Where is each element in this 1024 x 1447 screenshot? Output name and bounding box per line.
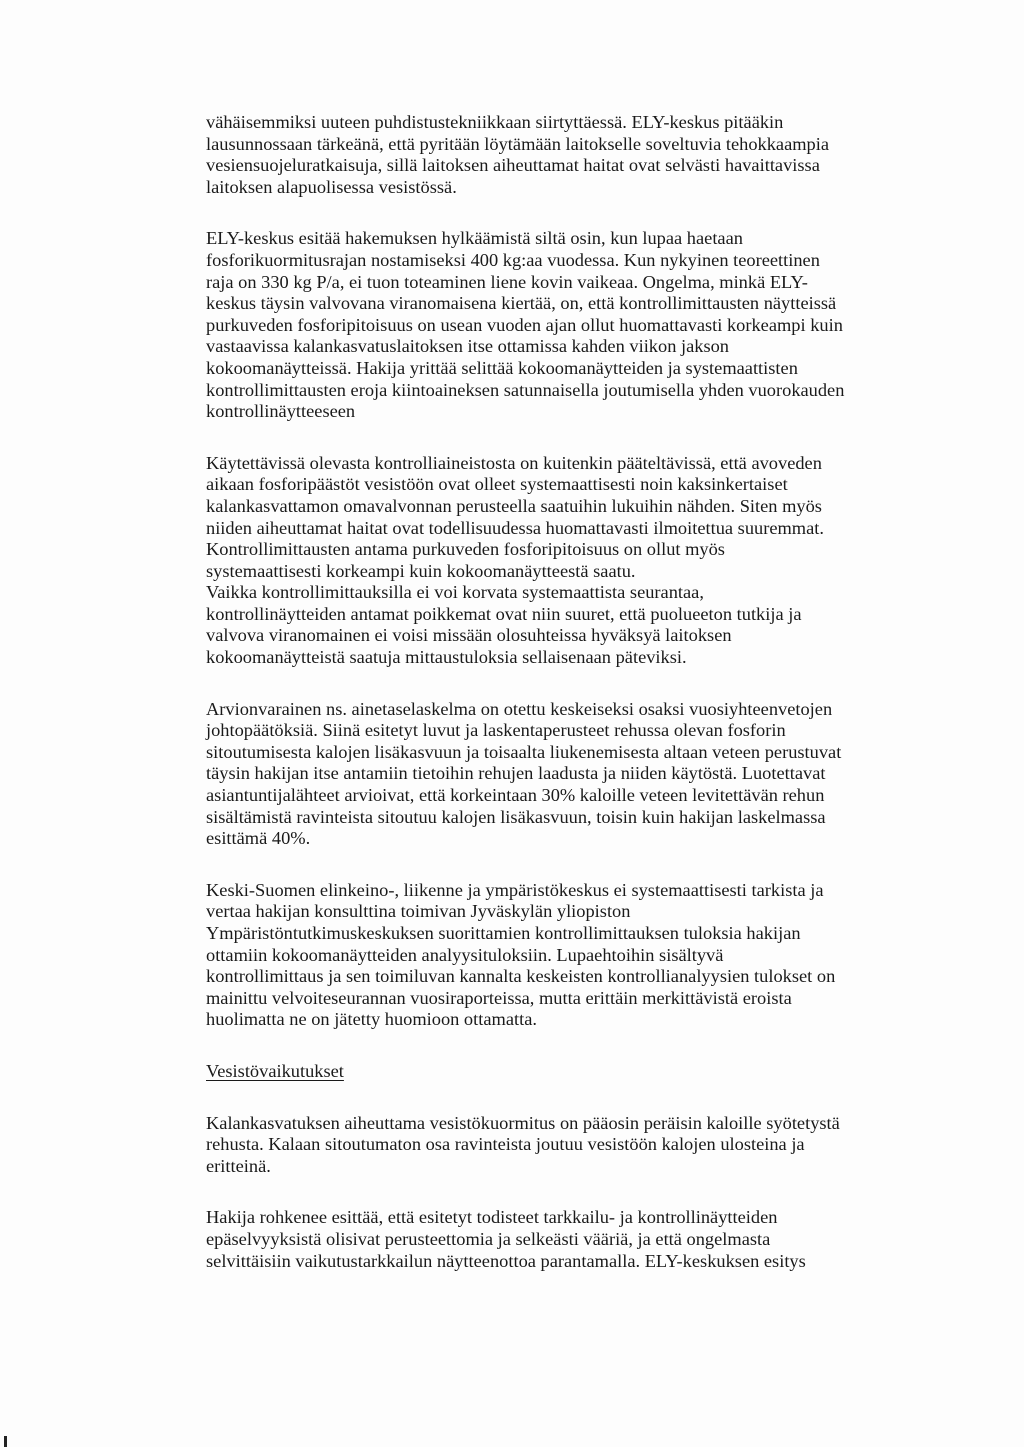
paragraph-7 [206, 1207, 926, 1272]
text-line: vesiensuojeluratkaisuja, sillä laitoksen aiheuttamat haitat ovat selvästi havaittavissa [206, 155, 820, 176]
document-body [206, 112, 926, 1302]
text-line: Kontrollimittausten antama purkuveden fosforipitoisuus on ollut myös [206, 539, 725, 560]
text-line: Hakija rohkenee esittää, että esitetyt todisteet tarkkailu- ja kontrollinäytteiden [206, 1207, 778, 1228]
text-line: kontrollimittaus ja sen toimiluvan kannalta keskeisten kontrollianalyysien tulokset on [206, 966, 836, 987]
text-line: johtopäätöksiä. Siinä esitetyt luvut ja laskentaperusteet rehussa olevan fosforin [206, 720, 786, 741]
text-line: Ympäristöntutkimuskeskuksen suorittamien kontrollimittauksen tuloksia hakijan [206, 923, 801, 943]
text-line: Vaikka kontrollimittauksilla ei voi korvata systemaattista seurantaa, [206, 582, 704, 603]
text-line: täysin hakijan itse antamiin tietoihin rehujen laadusta ja niiden käytöstä. Luotettavat [206, 763, 826, 784]
paragraph-1 [206, 112, 926, 198]
text-line: sisältämistä ravinteista sitoutuu kalojen lisäkasvuun, toisin kuin hakijan laskelmassa [206, 806, 826, 827]
text-line: selvittäisiin vaikutustarkkailun näytteenottoa parantamalla. ELY-keskuksen esitys [206, 1250, 806, 1271]
paragraph-3 [206, 453, 926, 669]
text-line: mainittu velvoiteseurannan vuosiraporteissa, mutta erittäin merkittävistä eroista [206, 987, 792, 1008]
text-line: vertaa hakijan konsulttina toimivan Jyväskylän yliopiston [206, 901, 631, 922]
text-line: purkuveden fosforipitoisuus on usean vuoden ajan ollut huomattavasti korkeampi kuin [206, 314, 843, 335]
text-line: laitoksen alapuolisessa vesistössä. [206, 176, 457, 197]
paragraph-5 [206, 880, 926, 1031]
text-line: keskus täysin valvovana viranomaisena kiertää, on, että kontrollimittausten näytteissä [206, 293, 837, 314]
text-line: Arvionvarainen ns. ainetaselaskelma on otettu keskeiseksi osaksi vuosiyhteenvetojen [206, 698, 833, 719]
text-line: kokoomanäytteissä. Hakija yrittää selittää kokoomanäytteiden ja systemaattisten [206, 357, 798, 378]
text-line: systemaattisesti korkeampi kuin kokoomanäytteestä saatu. [206, 560, 636, 581]
text-line: raja on 330 kg P/a, ei tuon toteaminen liene kovin vaikeaa. Ongelma, minkä ELY- [206, 271, 808, 292]
section-heading: Vesistövaikutukset [206, 1060, 344, 1081]
text-line: kontrollinäytteiden antamat poikkemat ovat niin suuret, että puolueeton tutkija ja [206, 603, 802, 624]
text-line: Keski-Suomen elinkeino-, liikenne ja ympäristökeskus ei systemaattisesti tarkista ja [206, 879, 824, 900]
scan-edge-mark [4, 1436, 7, 1447]
text-line: ELY-keskus esitää hakemuksen hylkäämistä siltä osin, kun lupaa haetaan [206, 228, 743, 249]
paragraph-2 [206, 228, 926, 422]
text-line: kontrollimittausten eroja kiintoaineksen satunnaisella joutumisella yhden vuorokauden [206, 379, 845, 400]
text-line: asiantuntijalähteet arvioivat, että korkeintaan 30% kaloille veteen levitettävän rehun [206, 785, 825, 806]
text-line: kontrollinäytteeseen [206, 401, 356, 422]
text-line: niiden aiheuttamat haitat ovat todellisuudessa huomattavasti ilmoitettua suuremmat. [206, 517, 824, 538]
text-line: epäselvyyksistä olisivat perusteettomia ja selkeästi vääriä, ja että ongelmasta [206, 1228, 771, 1249]
text-line: vähäisemmiksi uuteen puhdistustekniikkaan siirtyttäessä. ELY-keskus pitääkin [206, 112, 784, 132]
text-line: lausunnossaan tärkeänä, että pyritään löytämään laitokselle soveltuvia tehokkaampia [206, 133, 830, 154]
paragraph-6 [206, 1113, 926, 1178]
text-line: esittämä 40%. [206, 828, 311, 849]
text-line: eritteinä. [206, 1155, 271, 1176]
text-line: ottamiin kokoomanäytteiden analyysituloksiin. Lupaehtoihin sisältyvä [206, 944, 724, 965]
text-line: rehusta. Kalaan sitoutumaton osa ravinteista joutuu vesistöön kalojen ulosteina ja [206, 1134, 805, 1155]
text-line: fosforikuormitusrajan nostamiseksi 400 kg:aa vuodessa. Kun nykyinen teoreettinen [206, 249, 820, 270]
text-line: sitoutumisesta kalojen lisäkasvuun ja toisaalta liukenemisesta altaan veteen perustuvat [206, 741, 842, 762]
paragraph-4 [206, 699, 926, 850]
text-line: aikaan fosforipäästöt vesistöön ovat olleet systemaattisesti noin kaksinkertaiset [206, 474, 788, 495]
text-line: valvova viranomainen ei voisi missään olosuhteissa hyväksyä laitoksen [206, 625, 732, 646]
text-line: vastaavissa kalankasvatuslaitoksen itse ottamissa kahden viikon jakson [206, 336, 730, 357]
text-line: huolimatta ne on jätetty huomioon ottamatta. [206, 1009, 537, 1030]
text-line: Kalankasvatuksen aiheuttama vesistökuormitus on pääosin peräisin kaloille syötetystä [206, 1112, 840, 1133]
text-line: kokoomanäytteistä saatuja mittaustuloksia sellaisenaan päteviksi. [206, 647, 687, 668]
text-line: Käytettävissä olevasta kontrolliaineistosta on kuitenkin pääteltävissä, että avoveden [206, 452, 822, 473]
text-line: kalankasvattamon omavalvonnan perusteella saatuihin lukuihin nähden. Siten myös [206, 495, 822, 516]
